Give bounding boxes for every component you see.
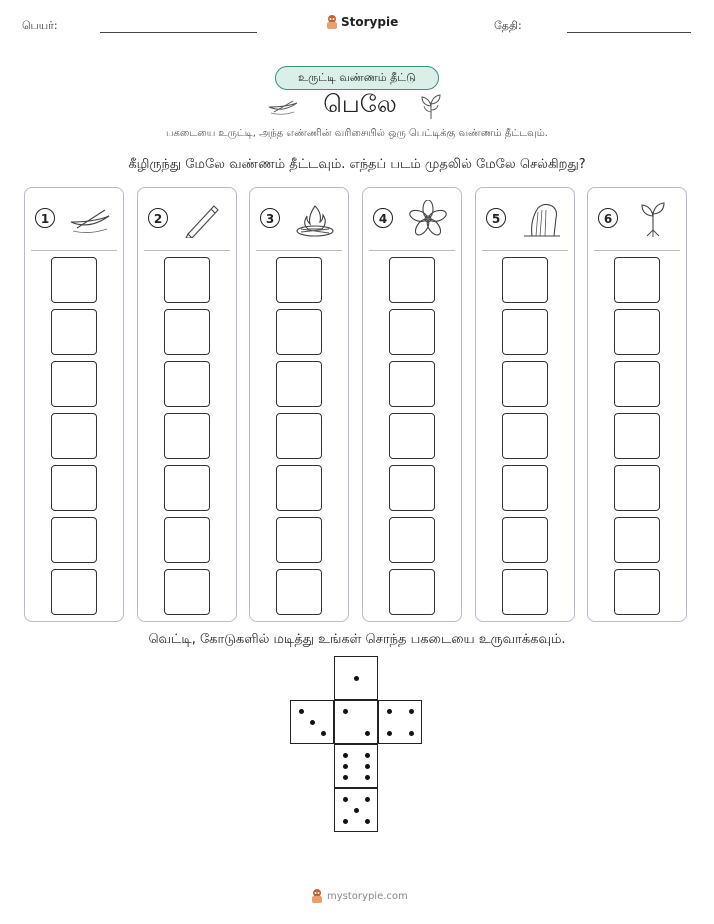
color-box[interactable] <box>164 257 210 303</box>
color-box[interactable] <box>614 361 660 407</box>
canoe-icon <box>266 96 300 118</box>
color-box[interactable] <box>614 465 660 511</box>
color-box[interactable] <box>389 309 435 355</box>
column-number: 5 <box>486 208 506 228</box>
brand-name: Storypie <box>341 15 399 29</box>
storypie-mascot-icon <box>325 14 339 30</box>
color-box[interactable] <box>276 517 322 563</box>
color-box[interactable] <box>614 413 660 459</box>
color-box[interactable] <box>51 257 97 303</box>
column-number: 2 <box>148 208 168 228</box>
waterfall-icon <box>518 200 564 238</box>
color-box[interactable] <box>614 257 660 303</box>
sprout-icon <box>418 92 444 120</box>
page-title: பெலே <box>323 90 397 118</box>
column-number: 3 <box>260 208 280 228</box>
color-box[interactable] <box>389 413 435 459</box>
color-box[interactable] <box>51 517 97 563</box>
color-box[interactable] <box>614 309 660 355</box>
column-6 <box>587 187 687 622</box>
footer-url[interactable]: mystorypie.com <box>327 890 408 902</box>
flower-icon <box>405 200 451 238</box>
color-box[interactable] <box>502 361 548 407</box>
color-box[interactable] <box>614 569 660 615</box>
die-face-3 <box>290 700 334 744</box>
pencil-icon <box>180 200 226 238</box>
name-line[interactable] <box>100 32 257 33</box>
instruction: கீழிருந்து மேலே வண்ணம் தீட்டவும். எந்தப் படம் முதலில் மேலே செல்கிறது? <box>128 157 586 172</box>
color-box[interactable] <box>502 309 548 355</box>
color-box[interactable] <box>276 569 322 615</box>
color-box[interactable] <box>164 517 210 563</box>
column-2 <box>137 187 237 622</box>
color-box[interactable] <box>51 413 97 459</box>
die-face-2 <box>334 700 378 744</box>
color-box[interactable] <box>164 361 210 407</box>
die-face-4 <box>378 700 422 744</box>
color-box[interactable] <box>276 257 322 303</box>
color-box[interactable] <box>276 309 322 355</box>
color-box[interactable] <box>51 361 97 407</box>
date-label: தேதி: <box>494 19 522 32</box>
color-box[interactable] <box>164 465 210 511</box>
storypie-mascot-icon <box>310 888 324 904</box>
date-line[interactable] <box>567 32 691 33</box>
color-box[interactable] <box>502 517 548 563</box>
color-box[interactable] <box>502 569 548 615</box>
color-box[interactable] <box>164 309 210 355</box>
die-face-5 <box>334 788 378 832</box>
canoe-icon <box>67 200 113 238</box>
column-5 <box>475 187 575 622</box>
color-box[interactable] <box>389 257 435 303</box>
column-number: 6 <box>598 208 618 228</box>
column-number: 1 <box>35 208 55 228</box>
brand-logo <box>325 14 398 30</box>
color-box[interactable] <box>164 569 210 615</box>
column-4 <box>362 187 462 622</box>
color-box[interactable] <box>389 517 435 563</box>
color-box[interactable] <box>276 465 322 511</box>
sprout-icon <box>630 200 676 238</box>
color-box[interactable] <box>51 309 97 355</box>
color-box[interactable] <box>276 361 322 407</box>
color-box[interactable] <box>614 517 660 563</box>
campfire-icon <box>292 200 338 238</box>
activity-badge: உருட்டி வண்ணம் தீட்டு <box>275 66 439 90</box>
name-label: பெயர்: <box>22 19 58 32</box>
footer <box>310 888 408 904</box>
die-face-6 <box>334 744 378 788</box>
color-box[interactable] <box>164 413 210 459</box>
color-box[interactable] <box>276 413 322 459</box>
color-box[interactable] <box>389 361 435 407</box>
color-box[interactable] <box>389 465 435 511</box>
color-box[interactable] <box>502 257 548 303</box>
color-box[interactable] <box>502 413 548 459</box>
color-box[interactable] <box>389 569 435 615</box>
subtitle: பகடையை உருட்டி, அந்த எண்ணின் வரிசையில் ஒரு பெட்டிக்கு வண்ணம் தீட்டவும். <box>166 128 548 139</box>
color-box[interactable] <box>51 465 97 511</box>
color-box[interactable] <box>502 465 548 511</box>
color-box[interactable] <box>51 569 97 615</box>
column-number: 4 <box>373 208 393 228</box>
cut-instruction: வெட்டி, கோடுகளில் மடித்து உங்கள் சொந்த பகடையை உருவாக்கவும். <box>148 632 566 647</box>
column-3 <box>249 187 349 622</box>
die-face-1 <box>334 656 378 700</box>
column-1 <box>24 187 124 622</box>
